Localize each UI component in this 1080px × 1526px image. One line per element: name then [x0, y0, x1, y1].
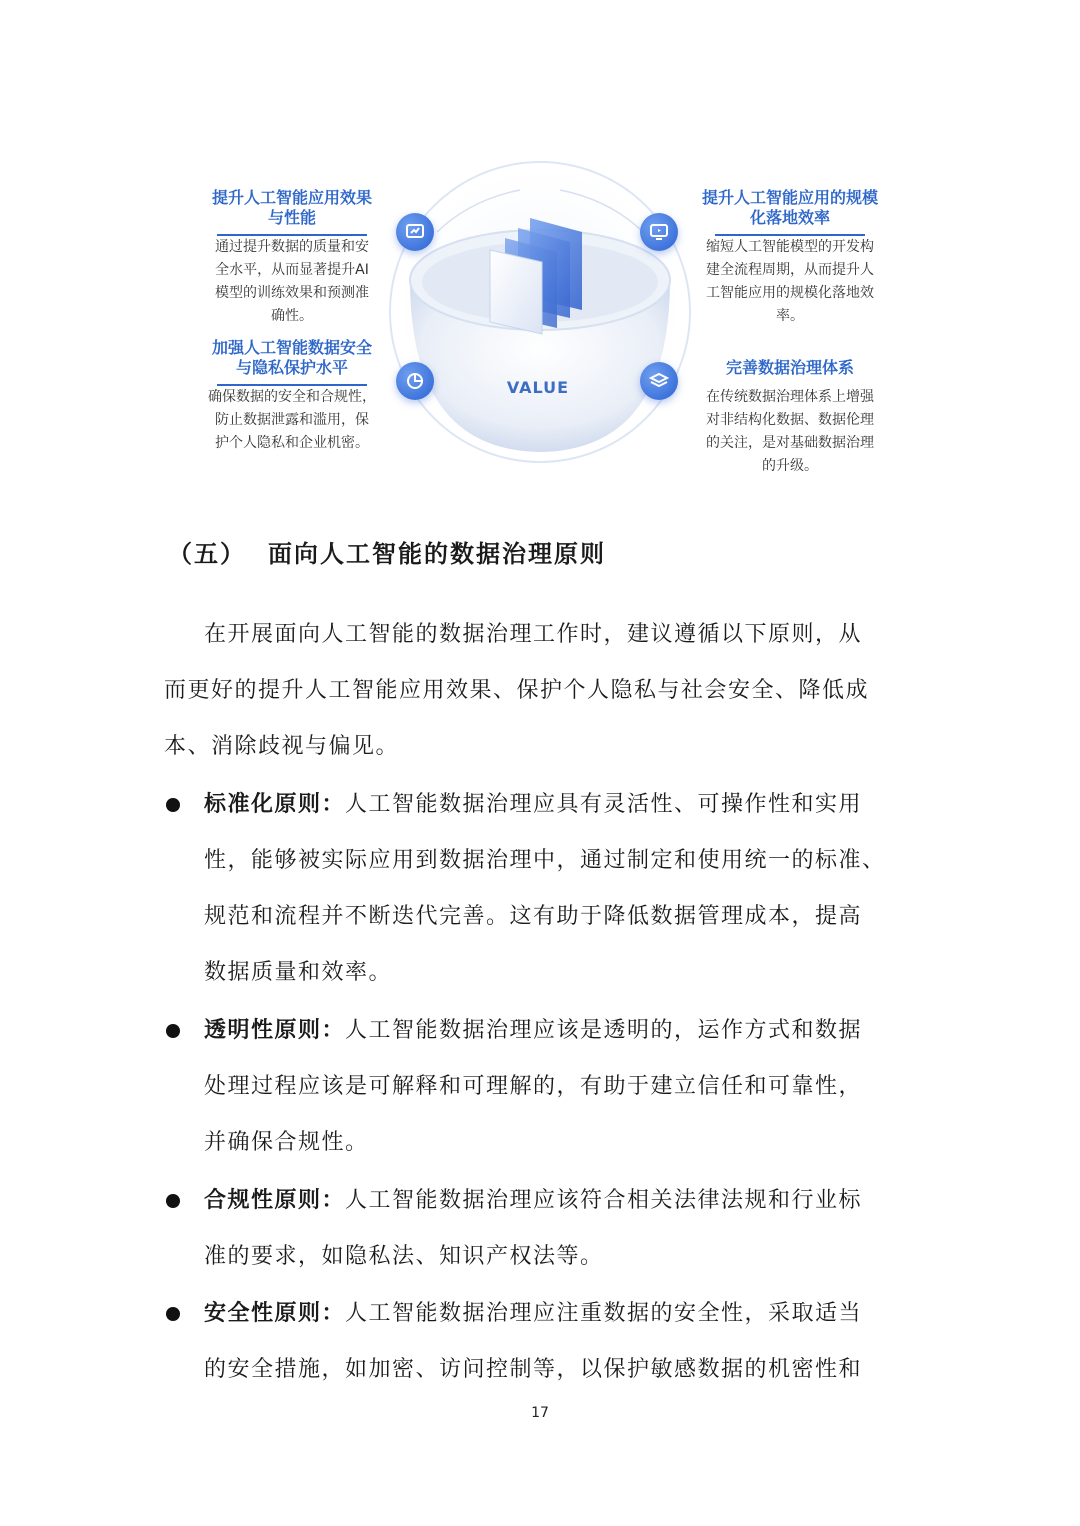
principle-standardization	[164, 776, 920, 1001]
card-desc-line: 建全流程周期，从而提升人	[706, 262, 874, 278]
card-desc-line: 护个人隐私和企业机密。	[215, 435, 369, 451]
card-title: 化落地效率	[749, 208, 830, 227]
card-desc-line: 对非结构化数据、数据伦理	[706, 412, 874, 428]
principle-text	[204, 1002, 920, 1171]
card-title: 提升人工智能应用效果	[211, 188, 372, 207]
card-desc-line: 工智能应用的规模化落地效	[706, 285, 874, 301]
value-label: VALUE	[506, 378, 570, 397]
principle-line: 数据质量和效率。	[204, 960, 393, 985]
card-desc-line: 模型的训练效果和预测准	[215, 285, 369, 301]
card-desc-line: 的关注，是对基础数据治理	[706, 435, 874, 451]
bullet-dot	[166, 1307, 180, 1321]
card-divider	[217, 234, 367, 236]
principle-line: 人工智能数据治理应具有灵活性、可操作性和实用	[345, 792, 863, 817]
intro-line: 而更好的提升人工智能应用效果、保护个人隐私与社会安全、降低成	[164, 678, 870, 703]
card-desc-line: 通过提升数据的质量和安	[215, 239, 369, 255]
principle-line: 准的要求，如隐私法、知识产权法等。	[204, 1244, 604, 1269]
card-divider	[217, 384, 367, 386]
principle-transparency	[164, 1002, 920, 1171]
card-desc	[192, 236, 392, 328]
quality-node-icon	[396, 213, 434, 251]
card-title: 与隐私保护水平	[235, 358, 348, 377]
intro-paragraph	[164, 607, 920, 775]
card-desc-line: 率。	[776, 308, 804, 324]
bullet-dot	[166, 1024, 180, 1038]
principle-line: 人工智能数据治理应该是透明的，运作方式和数据	[345, 1018, 863, 1043]
intro-text: 在开展面向人工智能的数据治理工作时，建议遵循以下原则，从	[204, 622, 863, 647]
principle-text	[204, 776, 920, 1001]
card-desc-line: 确性。	[271, 308, 313, 324]
principle-line: 人工智能数据治理应注重数据的安全性，采取适当	[345, 1301, 863, 1326]
section-number: （五）	[168, 539, 246, 568]
principle-term: 安全性原则：	[204, 1300, 346, 1326]
card-divider	[715, 234, 865, 236]
card-desc-line: 的升级。	[762, 458, 818, 474]
card-desc	[690, 386, 890, 478]
card-desc-line: 全水平，从而显著提升AI	[215, 262, 369, 278]
card-title: 完善数据治理体系	[725, 358, 854, 377]
card-title: 提升人工智能应用的规模	[701, 188, 878, 207]
principle-text	[204, 1285, 920, 1398]
card-desc-line: 防止数据泄露和滥用，保	[215, 412, 369, 428]
card-desc-line: 确保数据的安全和合规性，	[208, 389, 376, 405]
intro-line	[164, 607, 920, 663]
principle-line: 并确保合规性。	[204, 1130, 369, 1155]
card-desc-line: 在传统数据治理体系上增强	[706, 389, 874, 405]
value-diagram-graphic	[0, 0, 1080, 500]
principle-security	[164, 1285, 920, 1398]
card-deployment-efficiency	[690, 188, 890, 328]
bullet-dot	[166, 1194, 180, 1208]
layers-node-icon	[640, 362, 678, 400]
value-diagram	[0, 0, 1080, 500]
principle-term: 透明性原则：	[204, 1017, 346, 1043]
card-title: 加强人工智能数据安全	[211, 338, 372, 357]
card-desc-line: 缩短人工智能模型的开发构	[706, 239, 874, 255]
bullet-dot	[166, 798, 180, 812]
principle-line: 性，能够被实际应用到数据治理中，通过制定和使用统一的标准、	[204, 848, 886, 873]
monitor-node-icon	[640, 213, 678, 251]
card-desc	[192, 386, 392, 455]
section-heading	[168, 534, 606, 569]
principle-term: 标准化原则：	[204, 791, 346, 817]
card-governance-system	[690, 358, 890, 478]
principle-line: 人工智能数据治理应该符合相关法律法规和行业标	[345, 1188, 863, 1213]
principle-line: 规范和流程并不断迭代完善。这有助于降低数据管理成本，提高	[204, 904, 863, 929]
principle-compliance	[164, 1172, 920, 1285]
pie-chart-node-icon	[396, 362, 434, 400]
principle-text	[204, 1172, 920, 1285]
principle-line: 的安全措施，如加密、访问控制等，以保护敏感数据的机密性和	[204, 1357, 863, 1382]
card-application-effect	[192, 188, 392, 328]
card-desc	[690, 236, 890, 328]
card-title: 与性能	[267, 208, 316, 227]
intro-line: 本、消除歧视与偏见。	[164, 734, 400, 759]
principle-line: 处理过程应该是可解释和可理解的，有助于建立信任和可靠性，	[204, 1074, 863, 1099]
card-security-privacy	[192, 338, 392, 455]
section-title: 面向人工智能的数据治理原则	[268, 539, 606, 568]
principle-term: 合规性原则：	[204, 1187, 346, 1213]
page-number: 17	[531, 1405, 549, 1421]
